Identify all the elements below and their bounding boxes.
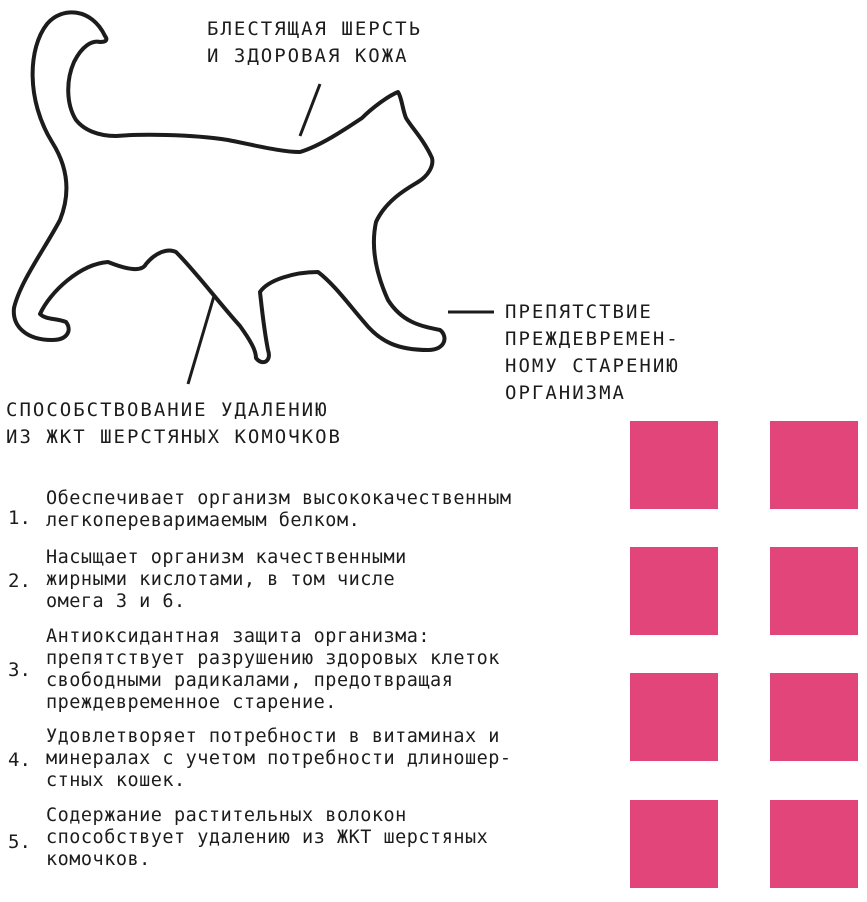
benefit-text: Антиоксидантная защита организма: препятствует разрушению здоровых клеток свободными радикалами, предотвращая преждевременное старение. bbox=[46, 626, 500, 713]
accent-square bbox=[770, 421, 858, 509]
accent-square bbox=[630, 421, 718, 509]
callout-shiny-coat: БЛЕСТЯЩАЯ ШЕРСТЬ И ЗДОРОВАЯ КОЖА bbox=[207, 18, 423, 67]
accent-square bbox=[770, 547, 858, 635]
benefit-text: Содержание растительных волокон способствует удалению из ЖКТ шерстяных комочков. bbox=[46, 805, 489, 870]
leader-line-hairball bbox=[188, 296, 214, 384]
benefit-text: Обеспечивает организм высококачественным легкопереваримаемым белком. bbox=[46, 488, 512, 531]
callout-premature-aging: ПРЕПЯТСТВИЕ ПРЕЖДЕВРЕМЕН- НОМУ СТАРЕНИЮ ОРГАНИЗМА bbox=[505, 301, 680, 404]
benefit-number: 1. bbox=[8, 507, 31, 529]
callout-hairball-removal: СПОСОБСТВОВАНИЕ УДАЛЕНИЮ ИЗ ЖКТ ШЕРСТЯНЫХ КОМОЧКОВ bbox=[6, 399, 342, 448]
accent-square bbox=[770, 673, 858, 761]
benefit-text: Насыщает организм качественными жирными кислотами, в том числе омега 3 и 6. bbox=[46, 547, 407, 612]
accent-square bbox=[770, 800, 858, 888]
accent-square bbox=[630, 800, 718, 888]
accent-square bbox=[630, 547, 718, 635]
benefit-number: 2. bbox=[8, 570, 31, 592]
benefit-number: 3. bbox=[8, 659, 31, 681]
leader-line-coat bbox=[300, 84, 320, 136]
benefit-number: 5. bbox=[8, 831, 31, 853]
accent-square bbox=[630, 673, 718, 761]
benefit-text: Удовлетворяет потребности в витаминах и минералах с учетом потребности длиношер- стных кошек. bbox=[46, 726, 512, 791]
benefit-number: 4. bbox=[8, 749, 31, 771]
